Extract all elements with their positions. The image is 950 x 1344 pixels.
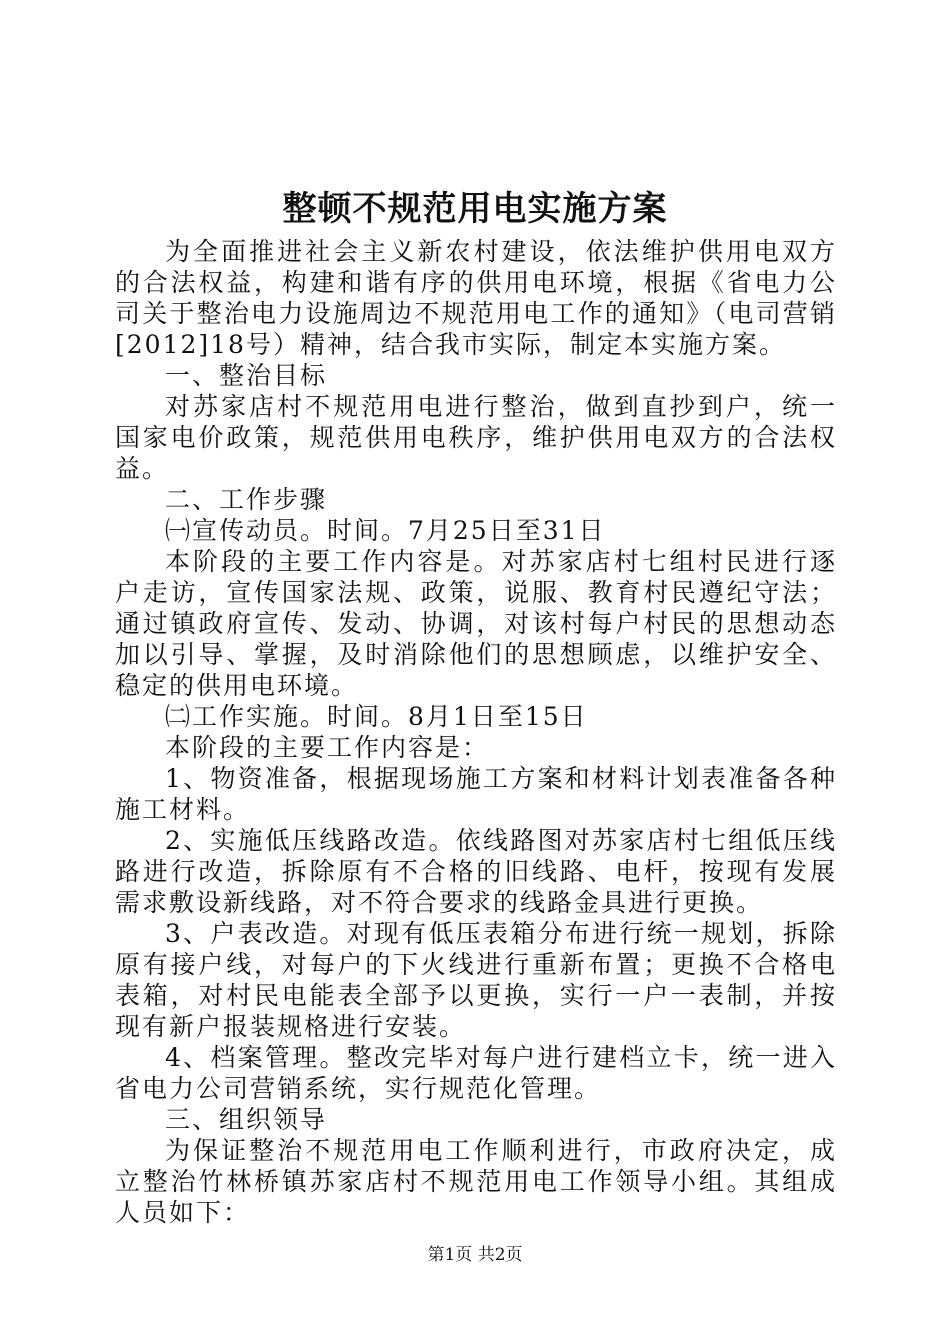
paragraph-intro: 为全面推进社会主义新农村建设，依法维护供用电双方的合法权益，构建和谐有序的供用电环境，根据《省电力公司关于整治电力设施周边不规范用电工作的通知》（电司营销[2012]18号）精神，结合我市实际，制定本实施方案。 xyxy=(115,237,837,359)
paragraph-implementation-intro: 本阶段的主要工作内容是： xyxy=(165,733,490,762)
document-title: 整顿不规范用电实施方案 xyxy=(282,189,668,229)
section-heading-organization: 三、组织领导 xyxy=(165,1105,328,1134)
list-item-materials: 1、物资准备，根据现场施工方案和材料计划表准备各种施工材料。 xyxy=(115,764,837,824)
paragraph-organization: 为保证整治不规范用电工作顺利进行，市政府决定，成立整治竹林桥镇苏家店村不规范用电工作领导小组。其组成人员如下： xyxy=(115,1136,837,1227)
list-item-meter-upgrade: 3、户表改造。对现有低压表箱分布进行统一规划，拆除原有接户线，对每户的下火线进行重新布置；更换不合格电表箱，对村民电能表全部予以更换，实行一户一表制，并按现有新户报装规格进行安装。 xyxy=(115,919,837,1041)
document-body xyxy=(115,236,837,1228)
list-item-line-upgrade: 2、实施低压线路改造。依线路图对苏家店村七组低压线路进行改造，拆除原有不合格的旧线路、电杆，按现有发展需求敷设新线路，对不符合要求的线路金具进行更换。 xyxy=(115,826,837,917)
paragraph-publicity: 本阶段的主要工作内容是。对苏家店村七组村民进行逐户走访，宣传国家法规、政策，说服、教育村民遵纪守法；通过镇政府宣传、发动、协调，对该村每户村民的思想动态加以引导、掌握，及时消除他们的思想顾虑，以维护安全、稳定的供用电环境。 xyxy=(115,547,837,700)
step-heading-implementation: ㈡工作实施。时间。8月1日至15日 xyxy=(165,702,588,731)
paragraph-goal: 对苏家店村不规范用电进行整治，做到直抄到户，统一国家电价政策，规范供用电秩序，维护供用电双方的合法权益。 xyxy=(115,392,837,483)
step-heading-publicity: ㈠宣传动员。时间。7月25日至31日 xyxy=(165,516,606,545)
page-footer: 第1页 共2页 xyxy=(427,1245,523,1265)
section-heading-steps: 二、工作步骤 xyxy=(165,485,328,514)
section-heading-goal: 一、整治目标 xyxy=(165,361,328,390)
list-item-archive: 4、档案管理。整改完毕对每户进行建档立卡，统一进入省电力公司营销系统，实行规范化管理。 xyxy=(115,1043,837,1103)
